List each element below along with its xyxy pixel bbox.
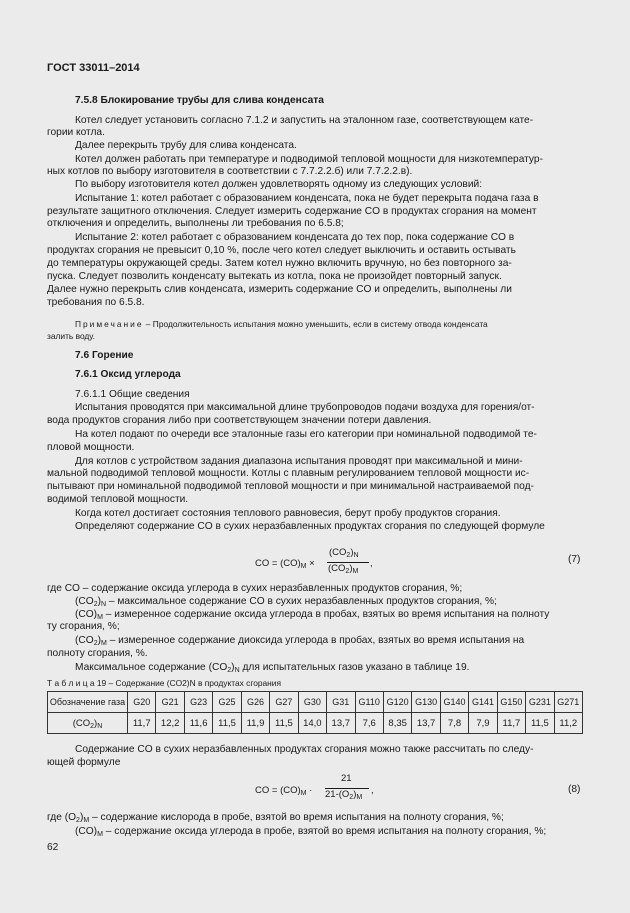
- text-line: $(CO_2)_N$ – максимальное содержание CO в сухих неразбавленных продуктов сгорания, %;: [75, 596, 497, 608]
- value-cell: 11,7: [128, 713, 156, 734]
- gas-cell: G141: [469, 692, 497, 713]
- formula-7-number: (7): [568, 554, 581, 565]
- formula-7-den-close: ): [349, 563, 353, 574]
- text-line: отключения и определить, выполнены ли требования по 6.5.8;: [47, 218, 344, 229]
- formula-7-num-n: N: [353, 552, 359, 559]
- formula-8-number: (8): [568, 784, 581, 795]
- formula-7-den: (CO: [328, 563, 346, 574]
- formula-7: [255, 547, 375, 580]
- text-line: вода продуктов сгорания либо при соответствующем значении потери давления.: [47, 415, 432, 426]
- text-line: Для котлов с устройством задания диапазона испытания проводят при максимальной и мини-: [75, 456, 523, 467]
- gas-cell: G120: [383, 692, 411, 713]
- text-line: Испытание 1: котел работает с образованием конденсата, пока не будет перекрыта подача газа в: [75, 193, 539, 204]
- value-cell: 14,0: [298, 713, 326, 734]
- text-line: требования по 6.5.8.: [47, 297, 145, 308]
- gas-cell: G25: [213, 692, 241, 713]
- formula-7-comma: ,: [370, 558, 373, 569]
- gas-cell: G150: [497, 692, 525, 713]
- where-word: где: [47, 812, 62, 823]
- formula-7-num-close: ): [350, 547, 354, 558]
- text-line: где CO – содержание оксида углерода в сухих неразбавленных продуктов сгорания, %;: [47, 583, 463, 594]
- note-label: Примечание: [75, 319, 144, 329]
- formula-7-times: ×: [309, 558, 315, 569]
- def-co2n: – максимальное содержание CO в сухих неразбавленных продуктов сгорания, %;: [108, 596, 497, 607]
- value-cell: 8,35: [383, 713, 411, 734]
- gas-cell: G140: [440, 692, 468, 713]
- gas-cell: G21: [156, 692, 184, 713]
- formula-8-num: 21: [341, 773, 352, 784]
- text-line: результате защитного отключения. Следует измерить содержание CO в продуктах сгорания на момент: [47, 206, 537, 217]
- text-line: пуска. Следует позволить конденсату вытекать из котла, пока не произойдет повторный запуск.: [47, 271, 502, 282]
- note-text: – Продолжительность испытания можно уменьшить, если в систему отвода конденсата: [143, 319, 488, 329]
- text-line: $(CO)_M$ – содержание оксида углерода в пробе, взятой во время испытания на полноту сгорания, %;: [75, 826, 547, 838]
- table-value-row: [48, 713, 583, 734]
- text-line: Испытание 2: котел работает с образованием конденсата до тех пор, пока содержание CO в: [75, 232, 515, 243]
- text-line: Определяют содержание CO в сухих неразбавленных продуктах сгорания по следующей формуле: [75, 521, 545, 532]
- value-cell: 7,9: [469, 713, 497, 734]
- def-com-2: – содержание оксида углерода в пробе, взятой во время испытания на полноту сгорания, %;: [105, 826, 547, 837]
- text-line: ющей формуле: [47, 757, 121, 768]
- formula-7-num: (CO: [329, 547, 347, 558]
- table-caption-text: 19 – Содержание (CO2)N в продуктах сгорания: [96, 678, 282, 688]
- text-line: где $(O_2)_M$ – содержание кислорода в пробе, взятой во время испытания на полноту сгорания, %;: [47, 812, 504, 824]
- text-line: Далее нужно перекрыть слив конденсата, измерить содержание CO и определить, выполнены ли: [47, 284, 512, 295]
- formula-8-den-sub: 2: [349, 794, 354, 801]
- value-cell: 7,6: [355, 713, 383, 734]
- gas-cell: G110: [355, 692, 383, 713]
- text-line: 7.6.1.1 Общие сведения: [75, 389, 190, 400]
- text-line: ту сгорания, %;: [47, 621, 120, 632]
- text-line: пловой мощности.: [47, 442, 135, 453]
- text-line: Максимальное содержание $(CO_2)_N$ для испытательных газов указано в таблице 19.: [75, 662, 470, 674]
- formula-8-den-m: M: [356, 794, 363, 801]
- text-line: По выбору изготовителя котел должен удовлетворять одному из следующих условий:: [75, 179, 483, 190]
- formula-8-den: 21-(O: [325, 789, 350, 800]
- gas-cell: G27: [270, 692, 298, 713]
- text-line: Содержание CO в сухих неразбавленных продуктах сгорания можно также рассчитать по следу-: [75, 744, 534, 755]
- value-cell: 13,7: [412, 713, 440, 734]
- value-cell: 11,2: [554, 713, 582, 734]
- text-line: На котел подают по очереди все эталонные газы его категории при номинальной подводимой те-: [75, 429, 537, 440]
- value-cell: 12,2: [156, 713, 184, 734]
- text-line: полноту сгорания, %.: [47, 648, 148, 659]
- gas-cell: G26: [241, 692, 269, 713]
- table-row-label-co2n: $(CO_2)_N$: [48, 713, 128, 734]
- def-o2m: – содержание кислорода в пробе, взятой во время испытания на полноту сгорания, %;: [92, 812, 504, 823]
- text-line: $(CO)_M$ – измеренное содержание оксида углерода в пробах, взятых во время испытания на полноту: [75, 609, 550, 621]
- formula-7-num-sub: 2: [346, 552, 351, 559]
- gas-cell: G20: [128, 692, 156, 713]
- formula-8-dot: ·: [309, 785, 313, 796]
- text-line: ных котлов по выбору изготовителя в соответствии с 7.7.2.2.б) или 7.7.2.2.в).: [47, 166, 413, 177]
- value-cell: 11,9: [241, 713, 269, 734]
- text-line: Котел должен работать при температуре и подводимой тепловой мощности для низкотемператур-: [75, 154, 543, 165]
- formula-8-comma: ,: [371, 785, 374, 796]
- gas-cell: G23: [184, 692, 212, 713]
- text-line: продуктах сгорания не превысит 0,10 %, после чего котел следует выключить и оставить остывать: [47, 245, 516, 256]
- value-cell: 11,6: [184, 713, 212, 734]
- def-com: – измеренное содержание оксида углерода в пробах, взятых во время испытания на полноту: [105, 609, 550, 620]
- gas-cell: G271: [554, 692, 582, 713]
- formula-8-den-close: ): [353, 789, 357, 800]
- text-line: Когда котел достигает состояния теплового равновесия, берут пробу продуктов сгорания.: [75, 508, 501, 519]
- text-line: $(CO_2)_M$ – измеренное содержание диоксида углерода в пробах, взятых во время испытания на: [75, 635, 525, 647]
- value-cell: 7,8: [440, 713, 468, 734]
- table-caption: [47, 677, 281, 690]
- text-line: до температуры окружающей среды. Затем котел нужно включить вручную, но без повторного за-: [47, 258, 512, 269]
- text-line: гории котла.: [47, 127, 105, 138]
- max-content-text: Максимальное содержание: [75, 662, 206, 673]
- value-cell: 11,7: [497, 713, 525, 734]
- text-line: пытывают при номинальной подводимой тепловой мощности и при минимальной настраиваемой под-: [47, 481, 534, 492]
- section-heading-7-6-1: 7.6.1 Оксид углерода: [75, 369, 181, 380]
- co2-table: [47, 691, 583, 734]
- text-line: Котел следует установить согласно 7.1.2 и запустить на эталонном газе, соответствующем кате-: [75, 115, 534, 126]
- note-line: [75, 318, 488, 331]
- page-number: 62: [47, 842, 59, 853]
- section-heading-7-5-8: 7.5.8 Блокирование трубы для слива конденсата: [75, 95, 324, 106]
- formula-7-den-sub: 2: [345, 568, 350, 575]
- gas-cell: G231: [526, 692, 554, 713]
- gas-cell: G30: [298, 692, 326, 713]
- formula-8: [255, 774, 375, 806]
- text-line: Далее перекрыть трубу для слива конденсата.: [75, 140, 297, 151]
- text-line: мальной подводимой тепловой мощности. Котлы с плавным регулированием тепловой мощности ис-: [47, 468, 530, 479]
- note-line-2: залить воду.: [47, 331, 95, 341]
- formula-8-sub: M: [300, 790, 307, 797]
- table-header-row: [48, 692, 583, 713]
- max-content-text-2: для испытательных газов указано в таблице 19.: [242, 662, 470, 673]
- section-heading-7-6: 7.6 Горение: [75, 350, 134, 361]
- document-header: ГОСТ 33011–2014: [47, 62, 140, 74]
- formula-7-sub: M: [300, 563, 307, 570]
- value-cell: 11,5: [526, 713, 554, 734]
- text-line: Испытания проводятся при максимальной длине трубопроводов подачи воздуха для горения/от-: [75, 402, 535, 413]
- formula-7-lhs: CO = (CO): [255, 558, 301, 569]
- gas-cell: G31: [327, 692, 355, 713]
- table-row-label: Обозначение газа: [48, 692, 128, 713]
- formula-7-den-m: M: [352, 568, 359, 575]
- def-co2m: – измеренное содержание диоксида углерода в пробах, взятых во время испытания на: [109, 635, 525, 646]
- table-caption-prefix: Т а б л и ц а: [47, 678, 95, 688]
- formula-8-lhs: CO = (CO): [255, 785, 301, 796]
- value-cell: 11,5: [213, 713, 241, 734]
- value-cell: 11,5: [270, 713, 298, 734]
- text-line: водимой тепловой мощности.: [47, 494, 189, 505]
- gas-cell: G130: [412, 692, 440, 713]
- value-cell: 13,7: [327, 713, 355, 734]
